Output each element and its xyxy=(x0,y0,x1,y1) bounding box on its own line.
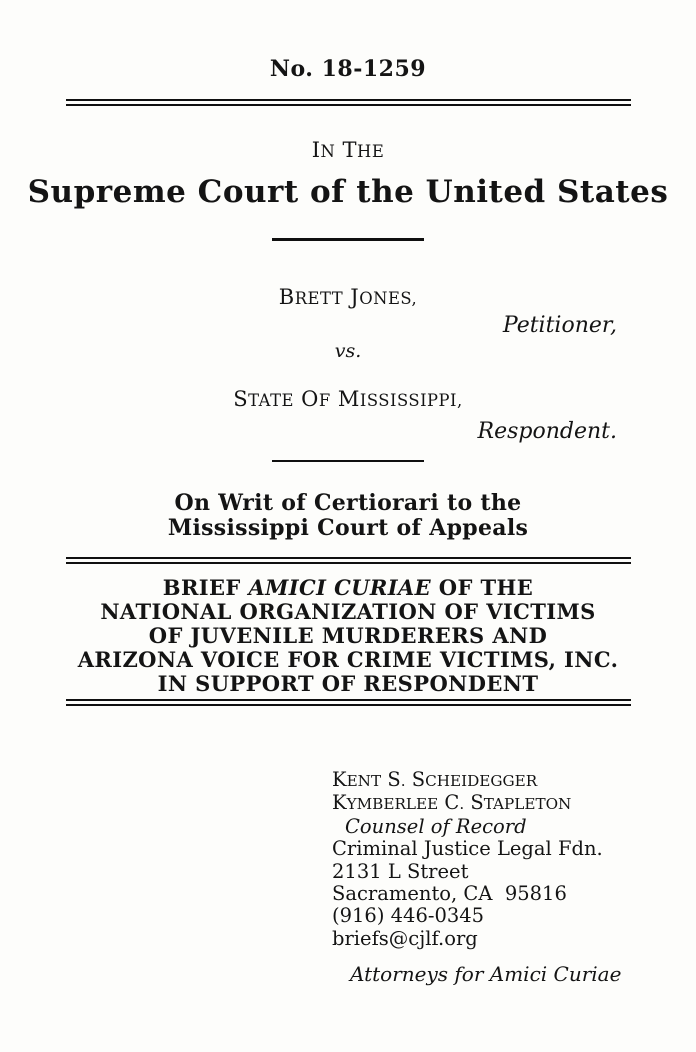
brief-title-line-1-italic: AMICI CURIAE xyxy=(248,575,432,600)
counsel-attorney-1: KENT S. SCHEIDEGGER xyxy=(332,768,538,791)
divider-double-rule-middle xyxy=(66,557,631,564)
docket-number: No. 18-1259 xyxy=(269,56,427,82)
counsel-of-record-label: Counsel of Record xyxy=(345,814,527,838)
brief-title xyxy=(0,576,696,696)
court-name-heading: Supreme Court of the United States xyxy=(27,174,669,210)
respondent-name: STATE OF MISSISSIPPI, xyxy=(233,386,463,411)
divider-double-rule-top xyxy=(66,99,631,106)
counsel-attorney-2: KYMBERLEE C. STAPLETON xyxy=(332,791,572,815)
certiorari-line-2: Mississippi Court of Appeals xyxy=(167,514,529,541)
petitioner-name: BRETT JONES, xyxy=(278,284,418,309)
attorneys-for-label: Attorneys for Amici Curiae xyxy=(350,962,622,987)
petitioner-role-label: Petitioner, xyxy=(502,312,617,338)
brief-title-line-3: OF JUVENILE MURDERERS AND xyxy=(148,623,548,648)
in-the-heading: IN THE xyxy=(311,138,385,162)
section-rule-2 xyxy=(272,460,424,463)
versus-label: vs. xyxy=(334,339,362,362)
brief-title-line-2: NATIONAL ORGANIZATION OF VICTIMS xyxy=(100,599,596,624)
certiorari-line-1: On Writ of Certiorari to the xyxy=(174,490,522,516)
brief-title-line-4: ARIZONA VOICE FOR CRIME VICTIMS, INC. xyxy=(77,647,619,672)
brief-title-line-1 xyxy=(0,576,696,600)
counsel-email: briefs@cjlf.org xyxy=(332,926,478,950)
respondent-role-label: Respondent. xyxy=(477,418,617,444)
counsel-city-state-zip: Sacramento, CA 95816 xyxy=(332,882,567,906)
counsel-phone: (916) 446-0345 xyxy=(332,904,485,928)
section-rule-1 xyxy=(272,238,424,241)
counsel-block xyxy=(332,769,696,950)
brief-title-line-5: IN SUPPORT OF RESPONDENT xyxy=(157,671,539,696)
brief-title-line-1-pre: BRIEF xyxy=(162,575,249,600)
counsel-firm: Criminal Justice Legal Fdn. xyxy=(332,837,603,861)
divider-double-rule-bottom xyxy=(66,699,631,706)
certiorari-statement xyxy=(0,491,696,540)
counsel-street: 2131 L Street xyxy=(332,859,469,883)
brief-title-line-1-post: OF THE xyxy=(431,575,534,600)
